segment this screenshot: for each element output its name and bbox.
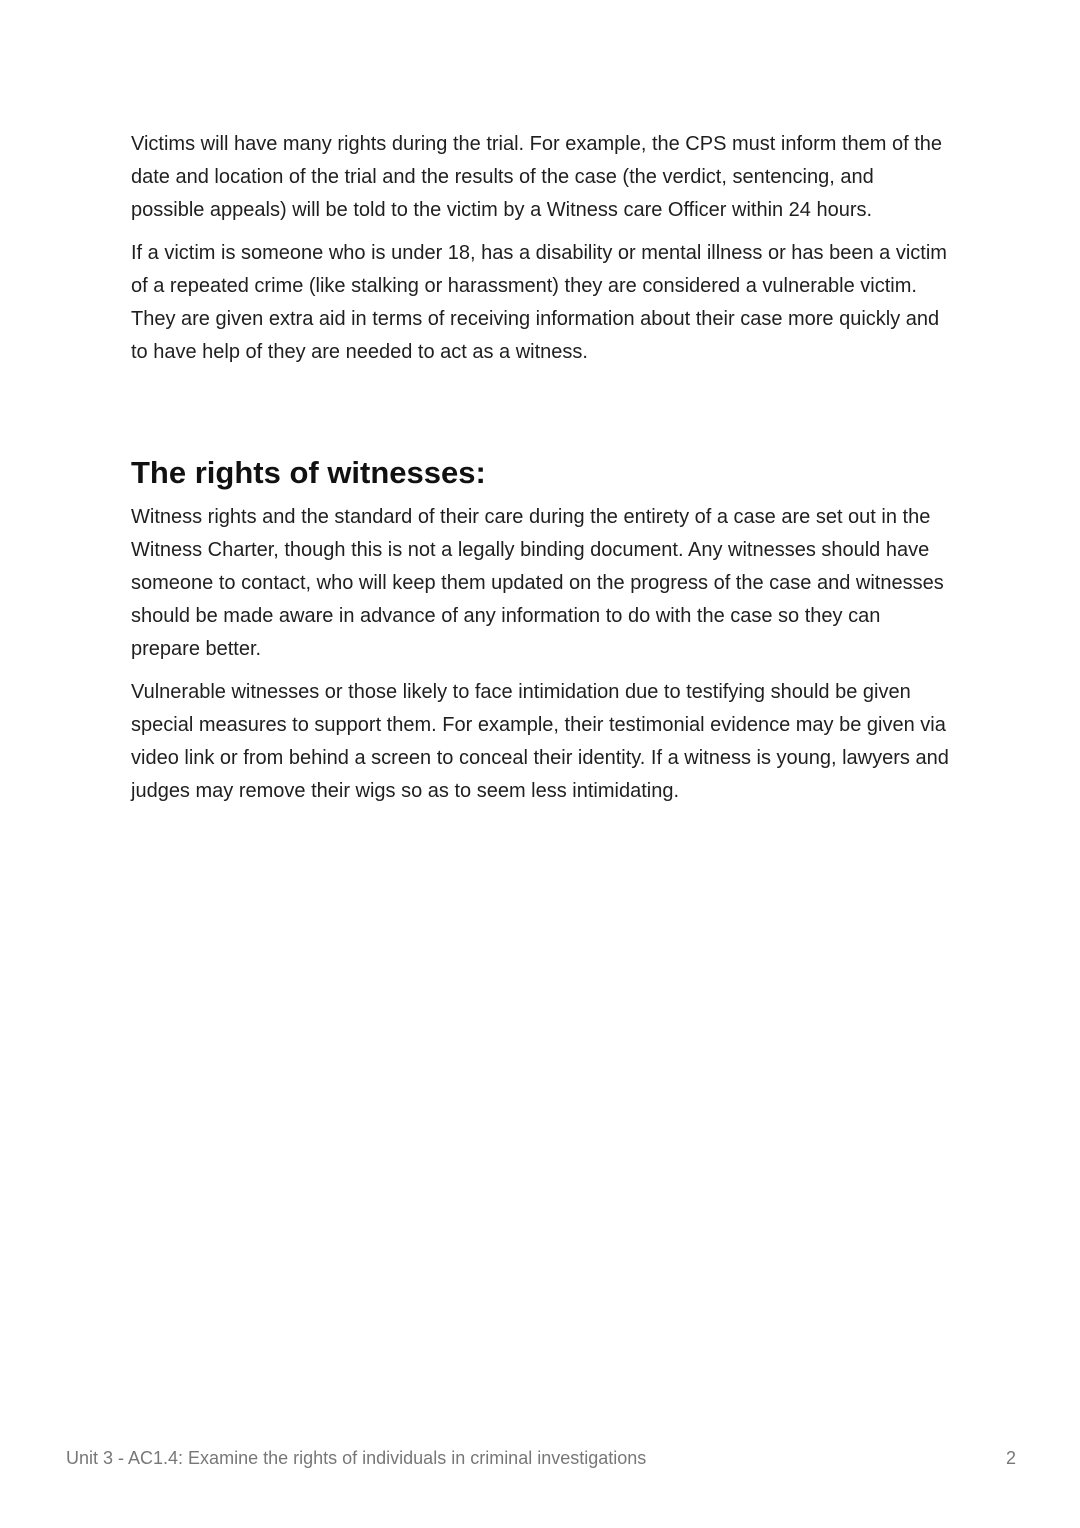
victims-paragraph-2: If a victim is someone who is under 18, has a disability or mental illness or has been a victim of a repeated crime (like stalking or harassment) they are considered a vulnerable victim. They are given extra aid in terms of receiving information about their case more quickly and to have help of they are needed to act as a witness. [131, 242, 947, 363]
witnesses-paragraph-2: Vulnerable witnesses or those likely to face intimidation due to testifying should be given special measures to support them. For example, their testimonial evidence may be given via video link or from behind a screen to conceal their identity. If a witness is young, lawyers and judges may remove their wigs so as to seem less intimidating. [131, 681, 949, 802]
victims-paragraph-1: Victims will have many rights during the trial. For example, the CPS must inform them of the date and location of the trial and the results of the case (the verdict, sentencing, and possible appeals) will be told to the victim by a Witness care Officer within 24 hours. [131, 133, 943, 221]
page-number: 2 [1005, 1448, 1016, 1468]
footer-title: Unit 3 - AC1.4: Examine the rights of individuals in criminal investigations [66, 1448, 647, 1468]
page-content [131, 128, 951, 808]
witnesses-heading: The rights of witnesses: [131, 455, 486, 490]
witnesses-paragraph-1: Witness rights and the standard of their care during the entirety of a case are set out in the Witness Charter, though this is not a legally binding document. Any witnesses should have someone to contact, who will keep them updated on the progress of the case and witnesses should be made aware in advance of any information to do with the case so they can prepare better. [131, 506, 944, 660]
